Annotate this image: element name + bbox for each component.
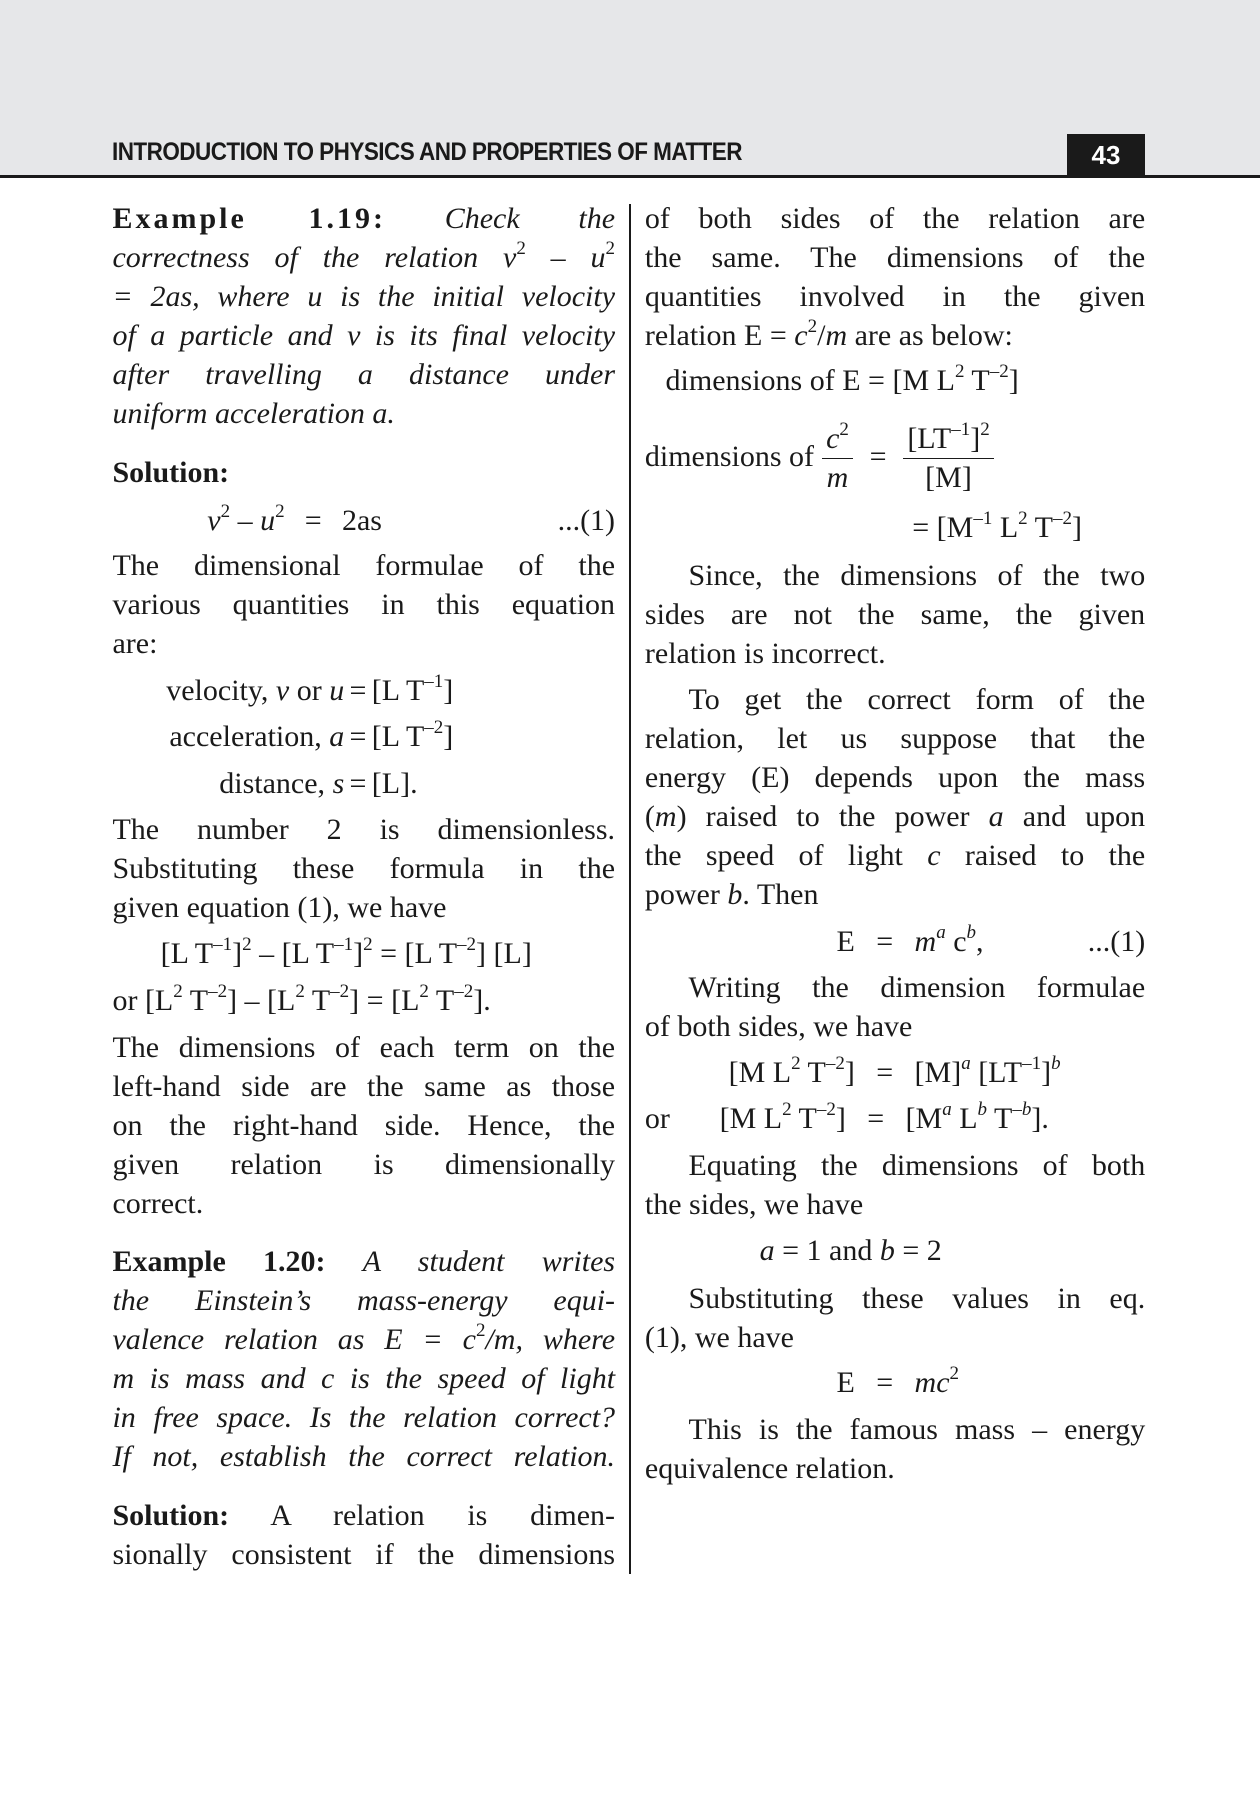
right-text-line [689,1146,1146,1186]
right-text-line [645,277,1145,317]
text-run: power [644,878,728,912]
right-text-line [666,361,1146,401]
text-run: a [329,719,345,753]
text-run: T [964,363,990,397]
text-run: – [230,503,261,537]
text-run: ] = [L [349,983,420,1017]
left-text-line [112,810,615,850]
superscript: –2 [208,980,228,1002]
text-run: or [289,673,330,707]
superscript: 2 [954,360,965,382]
left-text-line [112,1184,615,1224]
superscript: 2 [173,980,183,1002]
text-run: the speed of light [644,839,928,873]
text-run: or [L [112,983,174,1017]
text-run: Example 1.20: [112,1245,326,1279]
math-label [115,764,345,804]
right-text-line [645,1449,1145,1489]
text-run: T [182,983,209,1017]
text-run: Substituting these values in eq. [688,1281,1146,1315]
text-run: E [836,1365,855,1399]
text-run: [M L [719,1101,783,1135]
text-run: = 1 and [774,1233,880,1267]
text-run: given equation (1), we have [112,890,447,924]
text-run: ] – [L [227,983,296,1017]
left-text-line [112,238,615,278]
left-text-line [112,277,615,317]
text-run: [L T [371,673,425,707]
text-run: m [914,925,937,959]
text-run: A student writes [362,1245,616,1279]
text-run: in free space. Is the relation correct? [112,1401,616,1435]
denominator [822,458,853,497]
text-run: ] [970,422,981,456]
right-text-line [645,1053,1145,1093]
left-text-line [112,1281,615,1321]
right-text-line [645,1099,1145,1139]
text-run: Writing the dimension formulae [688,970,1146,1004]
text-run: Check the [444,202,616,236]
text-run: If not, establish the correct relation. [112,1440,616,1474]
text-run: velocity, [166,673,276,707]
denominator [903,458,993,497]
text-run: ] [443,719,454,753]
text-run: This is the famous mass – energy [688,1412,1146,1446]
text-run: [L T [160,936,214,970]
text-run: Substituting these formula in the [112,851,616,885]
superscript: b [966,922,977,944]
right-text-line [645,634,1145,674]
text-run: s [332,766,345,800]
text-run: b [879,1233,895,1267]
right-text-line [689,1410,1146,1450]
text-run: dimensions of [644,439,815,473]
text-run: and upon [1003,800,1146,834]
left-text-line [115,764,615,804]
text-run [386,202,445,235]
superscript: –2 [454,980,474,1002]
fraction [903,420,993,497]
superscript: 2 [782,1098,792,1120]
text-run: quantities involved in the given [644,280,1146,314]
text-run: on the right-hand side. Hence, the [112,1108,616,1142]
right-text-line [689,968,1146,1008]
text-run: , [976,925,984,959]
math-label [645,1053,855,1093]
superscript: 2 [295,980,305,1002]
text-run: relation, let us suppose that the [644,721,1146,755]
right-text-line [645,797,1145,837]
text-run: u [329,673,345,707]
text-run: – [525,241,591,275]
superscript: –1 [1022,1052,1042,1074]
left-text-line [112,1437,615,1477]
left-text-line [112,501,615,541]
numerator [903,420,993,458]
math-label [817,922,855,962]
superscript: 2 [363,933,373,955]
text-run: are as below: [847,319,1013,353]
text-run: – [L T [251,936,335,970]
left-text-line [115,717,615,757]
text-run: ] [232,936,243,970]
superscript: 2 [475,1320,486,1342]
text-run: T [304,983,331,1017]
text-run: of a particle and v is its final velocity [112,319,616,353]
superscript: –1 [213,933,233,955]
superscript: –1 [951,419,971,441]
right-text-line [645,316,1145,356]
text-run: 2as [341,503,382,537]
superscript: –2 [825,1052,845,1074]
text-run: raised to the [940,839,1146,873]
text-run: . Then [742,878,819,912]
text-run [326,1245,363,1278]
right-text-line [817,1363,1145,1403]
superscript: 2 [419,980,429,1002]
left-text-line [112,1106,615,1146]
running-title: INTRODUCTION TO PHYSICS AND PROPERTIES OF MATTER [112,138,742,166]
superscript: –2 [816,1098,836,1120]
right-text-line [645,199,1145,239]
text-run: m [654,800,677,834]
superscript: a [936,922,946,944]
equals-sign: = [876,1365,894,1399]
superscript: 2 [949,1362,960,1384]
math-label [115,671,345,711]
superscript: 2 [516,238,526,260]
text-run: ] [353,936,364,970]
text-run: mc [914,1365,950,1399]
text-run: or [644,1101,670,1135]
left-text-line [112,1067,615,1107]
text-run: are: [112,626,158,660]
text-run: various quantities in this equation [112,587,616,621]
text-run: correct. [112,1186,204,1220]
right-text-line [645,595,1145,635]
right-text-line [645,238,1145,278]
text-run: ]. [473,983,491,1017]
text-run: distance, [219,766,333,800]
text-run: u [590,241,606,275]
text-run: ( [644,800,655,834]
superscript: –1 [424,670,444,692]
left-text-line [112,199,615,239]
text-run: [M] [914,1055,962,1089]
text-run: L [951,1101,978,1135]
equals-sign: = [876,925,894,959]
right-text-line [645,758,1145,798]
text-run: Equating the dimensions of both [688,1148,1146,1182]
text-run: = [L T [372,936,458,970]
text-run: left-hand side are the same as those [112,1069,616,1103]
equals-sign: = [304,503,322,537]
left-text-line [112,624,615,664]
equals-sign: = [876,1055,894,1089]
right-text-line [645,836,1145,876]
text-run: c [794,319,808,353]
left-text-line [112,585,615,625]
text-run: m [826,461,849,495]
page-number: 43 [1067,134,1145,176]
left-text-line [112,355,615,395]
equation-number: ...(1) [557,503,616,537]
text-run: the same. The dimensions of the [644,241,1146,275]
left-text-line [112,1359,615,1399]
left-text-line [112,546,615,586]
left-text-line [161,934,615,974]
text-run: c [826,422,840,456]
text-run: / [817,319,826,353]
text-run: u [260,503,276,537]
text-run: [LT [970,1055,1023,1089]
left-text-line [112,981,615,1021]
left-text-line [112,1028,615,1068]
text-run: of both sides, we have [644,1010,913,1043]
superscript: 2 [839,419,849,441]
left-text-line [112,1398,615,1438]
left-text-line [112,888,615,928]
text-run: A relation is dimen- [229,1498,616,1532]
text-run: uniform acceleration a. [112,397,395,431]
text-run: The number 2 is dimensionless. [112,812,616,846]
left-text-line [112,316,615,356]
superscript: –2 [330,980,350,1002]
right-text-line [912,508,1145,548]
superscript: 2 [1018,507,1028,529]
superscript: 2 [605,238,616,260]
text-run: c [927,839,941,873]
superscript: –2 [1052,507,1072,529]
text-run: To get the correct form of the [688,682,1146,716]
equals-sign: = [869,439,887,473]
numerator [822,420,853,458]
text-run: T [987,1101,1013,1135]
text-run: v [275,673,290,707]
text-run: Solution: [112,455,230,489]
text-run: L [992,510,1019,544]
text-run: b [727,878,743,912]
text-run: The dimensions of each term on the [112,1030,616,1064]
superscript: 2 [220,500,231,522]
text-run: [L]. [371,766,418,800]
superscript: –1 [973,507,993,529]
text-run: dimensions of E = [M L [665,363,955,397]
text-run: ] [443,673,454,707]
text-run: The dimensional formulae of the [112,548,616,582]
superscript: b [1051,1052,1061,1074]
equals-sign: = [349,719,367,753]
superscript: 2 [807,316,818,338]
text-run: acceleration, [169,719,330,753]
text-run: the sides, we have [644,1187,864,1221]
text-run: ] [1041,1055,1052,1089]
text-run: sionally consistent if the dimensions [112,1537,616,1571]
right-text-line [645,1185,1145,1225]
superscript: 2 [275,500,285,522]
text-run: [M [905,1101,943,1135]
text-run: a [759,1233,775,1267]
left-text-line [115,671,615,711]
right-text-line [645,1318,1145,1358]
text-run: the Einstein’s mass-energy equi- [112,1284,616,1318]
text-run: c [945,925,967,959]
superscript: a [961,1052,971,1074]
math-label [670,1099,846,1139]
text-run: v [502,241,517,275]
right-text-line [645,719,1145,759]
text-run: after travelling a distance under [112,358,616,392]
math-label [115,717,345,757]
text-run: = 2 [894,1233,942,1267]
text-run: [M] [925,461,972,495]
left-text-line [112,1535,615,1575]
text-run: [L T [371,719,425,753]
equals-sign: = [349,766,367,800]
text-run: T [1027,510,1053,544]
text-run: sides are not the same, the given [644,598,1146,632]
column-divider [629,204,631,1574]
text-run: T [800,1055,826,1089]
text-run: a [988,800,1004,834]
text-run: of both sides of the relation are [644,202,1146,236]
text-run: ) raised to the power [676,800,989,834]
superscript: –2 [424,716,444,738]
superscript: –b [1012,1098,1032,1120]
text-run: Example 1.19: [112,202,386,236]
right-text-line [689,556,1146,596]
text-run: /m, where [485,1323,616,1357]
text-run: Solution: [112,1498,230,1532]
text-run: T [428,983,455,1017]
text-run: ] [L] [476,936,532,970]
equals-sign: = [867,1101,885,1135]
math-label [817,1363,855,1403]
text-run: given relation is dimensionally [112,1147,616,1181]
text-run: T [791,1101,817,1135]
right-text-line [760,1231,1146,1271]
superscript: 2 [791,1052,801,1074]
right-text-line [645,1007,1145,1047]
text-run: ] [1008,363,1019,397]
text-run: relation is incorrect. [644,637,886,671]
equals-sign: = [349,673,367,707]
text-run: relation E = [644,319,795,353]
left-text-line [112,849,615,889]
left-text-line [112,394,615,434]
superscript: –2 [989,360,1009,382]
left-text-line [112,1145,615,1185]
text-run: v [207,503,221,537]
text-run: = [M [912,510,974,544]
superscript: 2 [980,419,990,441]
right-text-line [817,922,1145,962]
text-run: [M L [728,1055,792,1089]
text-run: ] [844,1055,855,1089]
text-run: m [825,319,848,353]
superscript: –2 [457,933,477,955]
text-run: correctness of the relation [112,241,503,275]
equation-number: ...(1) [1087,925,1146,959]
left-text-line [112,1242,615,1282]
text-run: ] [1071,510,1082,544]
right-text-line [689,680,1146,720]
right-text-line [645,412,1145,502]
left-text-line [112,1320,615,1360]
text-run: E [836,925,855,959]
math-label [112,501,284,541]
text-run: ] [835,1101,846,1135]
text-run: energy (E) depends upon the mass [644,761,1146,794]
left-text-line [112,1496,615,1536]
superscript: a [942,1098,952,1120]
text-run: m is mass and c is the speed of light [112,1362,616,1396]
right-text-line [689,1279,1146,1319]
left-text-line [112,453,615,493]
superscript: b [977,1098,988,1120]
superscript: 2 [242,933,252,955]
text-run: (1), we have [644,1320,794,1354]
text-run: = 2as, where u is the initial velocity [112,280,616,314]
right-text-line [645,875,1145,915]
text-run: equivalence relation. [644,1451,895,1485]
fraction [822,420,853,497]
text-run: [LT [907,422,952,456]
text-run: Since, the dimensions of the two [688,559,1146,593]
text-run: valence relation as E = c [112,1323,476,1357]
text-run: ]. [1031,1101,1049,1135]
superscript: –1 [334,933,354,955]
